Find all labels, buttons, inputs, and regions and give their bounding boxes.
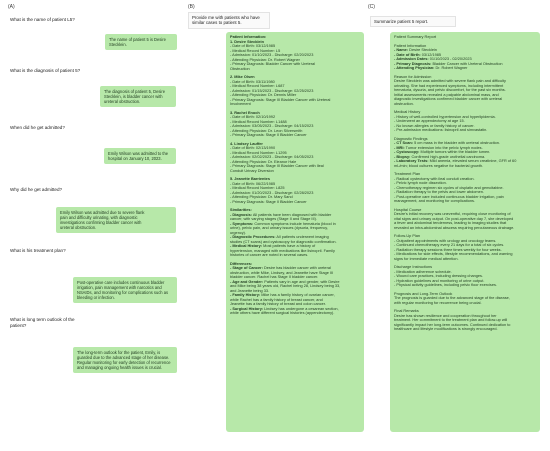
response-line: - Medications for side effects, lifestyle recommendations, and warning <box>394 252 513 256</box>
response-line: urine), pelvic pain, and urinary issues (dysuria, frequency, <box>230 226 328 230</box>
response-line: 1. Desire Stecklein <box>230 39 264 44</box>
answer-2: The diagnosis of patient 5, Desire Stecklein, is bladder cancer with ureteral obstruction. <box>100 86 176 107</box>
response-line: Final Remarks <box>394 309 419 313</box>
question-2: What is the diagnosis of patient 5? <box>10 68 81 73</box>
response-line: - Physical activity guidelines, including pelvic floor exercises. <box>394 283 497 287</box>
response-line: with regular monitoring for recurrence being crucial. <box>394 300 482 305</box>
response-line: - Admission: 02/02/2023 - Discharge: 04/05/2023 <box>230 155 314 159</box>
response-line: - Stage of Cancer: Desire has bladder cancer with ureteral <box>230 266 331 270</box>
response-line: - Primary Diagnosis: Stage II Bladder Cancer <box>230 199 307 204</box>
response-line: Patient Information: <box>230 35 267 39</box>
response-line: Discharge Instructions <box>394 265 433 269</box>
response-line: management, and monitoring for complications. <box>394 199 475 203</box>
response-line: healthcare and lifestyle modifications is strongly encouraged. <box>394 327 498 331</box>
response-line: - Attending Physician: Dr. Leon Silversmith <box>230 128 303 133</box>
response-line: - Primary Diagnosis: Bladder Cancer with Ureteral Obstruction <box>394 61 503 66</box>
response-line: - Medication adherence schedule. <box>394 269 452 274</box>
response-line: - Surgical History: Lindsey has undergone a cesarean section, <box>230 306 339 311</box>
response-line: Patient Summary Report <box>394 35 437 39</box>
response-line: - Chemotherapy regimen six cycles of cisplatin and gemcitabine. <box>394 185 504 190</box>
response-line: - Underwent an appendectomy at age 15. <box>394 119 465 123</box>
question-5: What is his treatment plan? <box>10 248 66 253</box>
response-line: Follow-Up Plan <box>394 234 421 238</box>
response-line: - Biopsy: Confirmed high-grade urothelial carcinoma. <box>394 154 486 159</box>
response-line: treatment. Her commitment to the treatment plan and follow-up will <box>394 318 508 322</box>
panel-c-label: (C) <box>368 4 375 10</box>
response-line: - Medical Record Number: L1488 <box>230 119 287 124</box>
response-line: - CT Scan: 5 cm mass in the bladder with ureteral obstruction. <box>394 141 500 145</box>
response-line: - Radiation therapy to the pelvis and lower abdomen. <box>394 190 484 194</box>
response-line: - No known allergies or family history of cancer. <box>394 123 475 128</box>
response-line: - Laboratory Tests: Mild anemia, elevated serum creatinine, GFR of 60 <box>394 159 517 163</box>
response-line: - Primary Diagnosis: Stage III Bladder Cancer with Ureteral <box>230 97 331 102</box>
response-line: - Medical Record Number: L5 <box>230 48 281 53</box>
response-line: and Mike being 38 years old, Rachel being 28, Lindsey being 33, <box>230 284 341 288</box>
response-line: - Post-operative care included continuous bladder irrigation, pain <box>394 194 504 199</box>
response-line: - Pre-admission medications: lisinopril and simvastatin. <box>394 128 488 132</box>
response-line: Desire has shown resilience and cooperation throughout her <box>394 313 497 318</box>
response-line: - Date of Birth: 03/12/1985 <box>230 44 276 48</box>
response-line: bladder cancer. Rachel has Stage II bladder cancer. <box>230 275 319 279</box>
response-line: - Date of Birth: 02/13/1990 <box>230 146 276 150</box>
response-line: - Admission: 01/20/2023 - Discharge: 02/28/2023 <box>230 190 314 195</box>
panel-a-label: (A) <box>8 4 15 10</box>
response-line: - Attending Physician: Dr. Robert Wagner <box>394 66 468 70</box>
panel-b-label: (B) <box>188 4 195 10</box>
response-line: The prognosis is guarded due to the advanced stage of the disease, <box>394 296 510 300</box>
response-line: Hospital Course <box>394 207 422 212</box>
response-line: 5. Jeanette Barrientes <box>230 177 270 181</box>
response-line: Similarities: <box>230 208 252 212</box>
response-line: 2. Mike Olsen <box>230 75 255 79</box>
response-line: - Admission: 03/05/2023 - Discharge: 04/15/2023 <box>230 124 314 128</box>
response-line: hematuria, dysuria, and pelvic discomfort, for the past six months. <box>394 88 506 92</box>
response-line: diagnostic investigations confirmed bladder cancer with ureteral <box>394 97 503 101</box>
response-line: - Primary Diagnosis: Stage II Bladder Cancer <box>230 133 307 137</box>
response-line: Jeanette has a family history of breast and colon cancer. <box>230 302 326 306</box>
response-line: - Wound care practices, including dressing changes. <box>394 274 484 278</box>
response-line: - Medical Record Number: L687 <box>230 84 285 88</box>
response-line: Medical History <box>394 110 421 114</box>
response-line: Differences: <box>230 261 253 266</box>
response-line: - History of well-controlled hypertension and hyperlipidemia. <box>394 114 496 119</box>
response-line: Initial assessments revealed a palpable abdominal mass, and <box>394 92 499 97</box>
response-line: - Outpatient appointments with urology and oncology teams. <box>394 238 497 243</box>
response-line: Desire Stecklein was admitted with severe flank pain and difficulty <box>394 79 506 83</box>
response-line: urgency). <box>230 230 247 235</box>
response-line: signs for immediate medical attention. <box>394 256 459 261</box>
response-line: - Attending Physician: Dr. Dennis Miller <box>230 93 297 97</box>
response-line: - MRI: Tumor extension into the pelvic lymph nodes. <box>394 145 483 150</box>
response-line: - Primary Diagnosis: Stage III Bladder Cancer with Ileal <box>230 164 324 168</box>
response-line: - Admission Dates: 01/10/2023 - 02/20/2023 <box>394 57 472 61</box>
response-line: - Date of Birth: 06/22/1985 <box>230 181 276 186</box>
response-line: vital signs and urinary output. On post-operative day 7, she developed <box>394 216 514 221</box>
response-line: Prognosis and Long-Term Outlook <box>394 291 453 296</box>
question-6: What is long term outlook of the patient? <box>10 317 75 328</box>
response-line: - Diagnosis: All patients have been diagnosed with bladder <box>230 212 332 217</box>
response-line: mL/min; blood cultures negative for bacterial growth. <box>394 163 484 168</box>
answer-1: The name of patient 5 is Desire Stecklein. <box>105 34 177 50</box>
response-line: - Medical History: Most patients have a history of <box>230 244 316 248</box>
response-line: - Family History: Mike has a family history of ovarian cancer, <box>230 293 335 297</box>
response-line: - Primary Diagnosis: Bladder Cancer with Ureteral <box>230 62 316 66</box>
answer-5: Post-operative care includes continuous bladder irrigation, pain management with narcotics and NSAIDs, and monitoring for complications such as bleeding or infection. <box>73 277 177 303</box>
panel-c-question: Summarize patient 5 report. <box>370 16 456 27</box>
response-line: - Hydration guidelines and monitoring of urine output. <box>394 278 485 283</box>
response-line: - Date of Birth: 02/10/1992 <box>230 115 276 119</box>
response-line: Patient Information <box>394 43 427 48</box>
response-line: - Admission: 01/10/2023 - Discharge: 02/20/2023 <box>230 53 314 57</box>
response-line: studies (CT scans) and cystoscopy for diagnostic confirmation. <box>230 239 337 244</box>
response-line: revealed an intra-abdominal abscess requiring percutaneous drainage. <box>394 225 515 230</box>
response-line: obstruction, while Mike, Lindsey, and Jeanette have Stage III <box>230 270 334 275</box>
response-line: hypertension, managed with medications like lisinopril. Family <box>230 248 335 253</box>
response-line: Conduit Urinary Diversion <box>230 168 274 173</box>
response-line: Diagnostic Findings <box>394 136 428 141</box>
response-line: - Attending Physician: Dr. Robert Wagner <box>230 57 300 62</box>
response-line: - Cystoscopy: Multiple tumors within the bladder lumen. <box>394 150 491 154</box>
response-line: urinating. She had experienced symptoms, including intermittent <box>394 83 504 88</box>
response-line: - Date of Birth: 03/12/1985 <box>394 52 442 57</box>
response-line: - Radical cystectomy with ileal conduit creation. <box>394 176 475 181</box>
panel-b-response <box>226 32 364 432</box>
response-line: - Attending Physician: Dr. Mary Sand <box>230 195 293 199</box>
response-line: - Medical Record Number: L825 <box>230 186 285 190</box>
response-line: histories of cancer are noted in several cases. <box>230 253 309 257</box>
response-line: Reason for Admission <box>394 74 432 79</box>
response-line: - Attending Physician: Dr. Eleanor Hale <box>230 159 297 164</box>
response-line: while Rachel has a family history of breast cancer, and <box>230 297 323 302</box>
question-3: When did he get admitted? <box>10 125 65 130</box>
response-line: obstruction. <box>394 101 414 106</box>
response-line: Involvement <box>230 102 251 106</box>
response-line: significantly impact her long-term outcomes. Continued dedication to <box>394 322 511 327</box>
question-4: Why did he get admitted? <box>10 187 63 192</box>
response-line: - Diagnostic Procedures: All patients underwent imaging <box>230 235 329 239</box>
response-line: cancer, with varying stages (Stage II and Stage III). <box>230 217 317 221</box>
answer-6: The long-term outlook for the patient, Emily, is guarded due to the advanced stage of her disease. Regular monitoring for early detection of recurrence and managing ongoing health issues is crucial. <box>73 347 177 373</box>
response-line: - Name: Desire Stecklein <box>394 48 437 52</box>
panel-b-question: Provide me with patients who have similar cases to patient 5. <box>188 12 270 29</box>
response-line: and Jeanette being 33. <box>230 288 270 293</box>
answer-3: Emily Wilson was admitted to the hospital on January 10, 2023. <box>104 148 176 164</box>
response-line: 4. Lindsey Lauffer <box>230 141 263 146</box>
response-line: - Age and Gender: Patients vary in age and gender, with Desire <box>230 279 340 284</box>
response-line: - Radiation therapy sessions three times weekly for four weeks. <box>394 247 502 252</box>
response-line: - Symptoms: Common symptoms include hematuria (blood in <box>230 221 336 226</box>
answer-4: Emily Wilson was admitted due to severe flank pain and difficulty urinating, with diagnostic investigations confirming bladder cancer with ureteral obstruction. <box>56 207 176 233</box>
response-line: 3. Rachel Enoch <box>230 110 260 115</box>
response-line: - Admission: 01/15/2023 - Discharge: 02/25/2023 <box>230 88 314 93</box>
response-line: Treatment Plan <box>394 172 421 176</box>
response-line: - Date of Birth: 03/11/1980 <box>230 79 275 84</box>
response-line: while others have different surgical histories (appendectomy). <box>230 311 335 315</box>
response-line: - Pelvic lymph node dissection. <box>394 181 447 185</box>
response-line: Obstruction <box>230 66 250 71</box>
panel-c-response <box>390 32 540 432</box>
response-line: a fever and abdominal tenderness, leading to imaging studies that <box>394 221 507 225</box>
response-line: - Medical Record Number: L1295 <box>230 150 287 155</box>
response-line: - Continued chemotherapy every 21 days for a total of six cycles. <box>394 243 505 247</box>
response-line: Desire's initial recovery was uneventful, requiring close monitoring of <box>394 212 511 216</box>
question-1: What is the name of patient L5? <box>10 17 75 22</box>
